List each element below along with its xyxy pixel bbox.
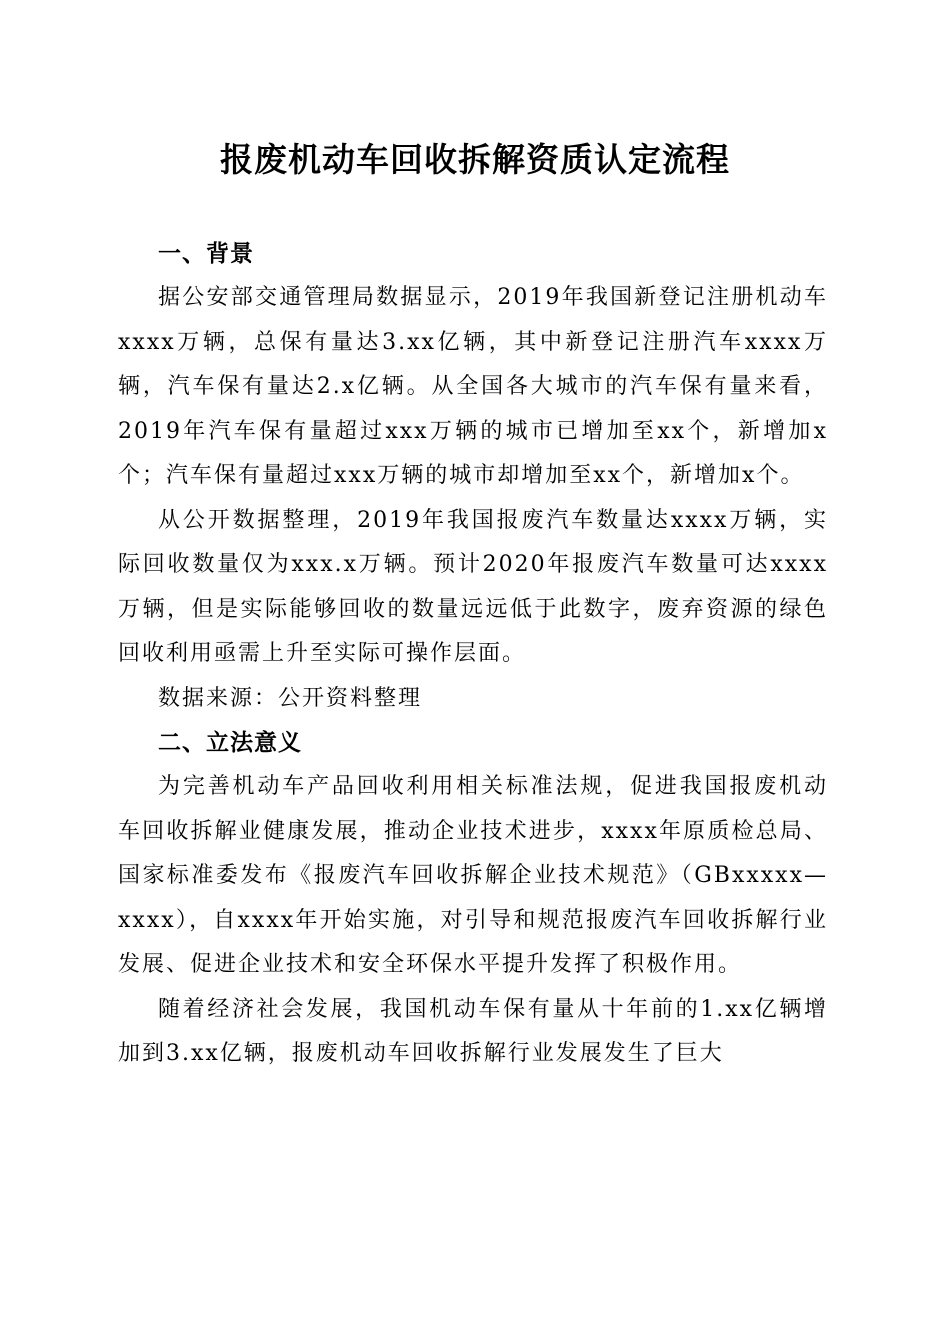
- document-body: [118, 232, 828, 1077]
- paragraph-legislative-1: 为完善机动车产品回收利用相关标准法规，促进我国报废机动车回收拆解业健康发展，推动企业技术进步，xxxx年原质检总局、国家标准委发布《报废汽车回收拆解企业技术规范》（GBxxxxx—xxxx），自xxxx年开始实施，对引导和规范报废汽车回收拆解行业发展、促进企业技术和安全环保水平提升发挥了积极作用。: [118, 774, 828, 977]
- section-heading-background: 一、背景: [158, 241, 254, 267]
- document-title: 报废机动车回收拆解资质认定流程: [220, 140, 730, 179]
- paragraph-legislative-2: 随着经济社会发展，我国机动车保有量从十年前的1.xx亿辆增加到3.xx亿辆，报废机动车回收拆解行业发展发生了巨大: [118, 996, 828, 1066]
- paragraph-background-1: 据公安部交通管理局数据显示，2019年我国新登记注册机动车xxxx万辆，总保有量达3.xx亿辆，其中新登记注册汽车xxxx万辆，汽车保有量达2.x亿辆。从全国各大城市的汽车保有量来看，2019年汽车保有量超过xxx万辆的城市已增加至xx个，新增加x个；汽车保有量超过xxx万辆的城市却增加至xx个，新增加x个。: [118, 285, 828, 488]
- paragraph-background-2: 从公开数据整理，2019年我国报废汽车数量达xxxx万辆，实际回收数量仅为xxx.x万辆。预计2020年报废汽车数量可达xxxx万辆，但是实际能够回收的数量远远低于此数字，废弃资源的绿色回收利用亟需上升至实际可操作层面。: [118, 507, 828, 666]
- data-source-note: 数据来源：公开资料整理: [158, 685, 423, 711]
- section-heading-legislative-significance: 二、立法意义: [158, 730, 302, 756]
